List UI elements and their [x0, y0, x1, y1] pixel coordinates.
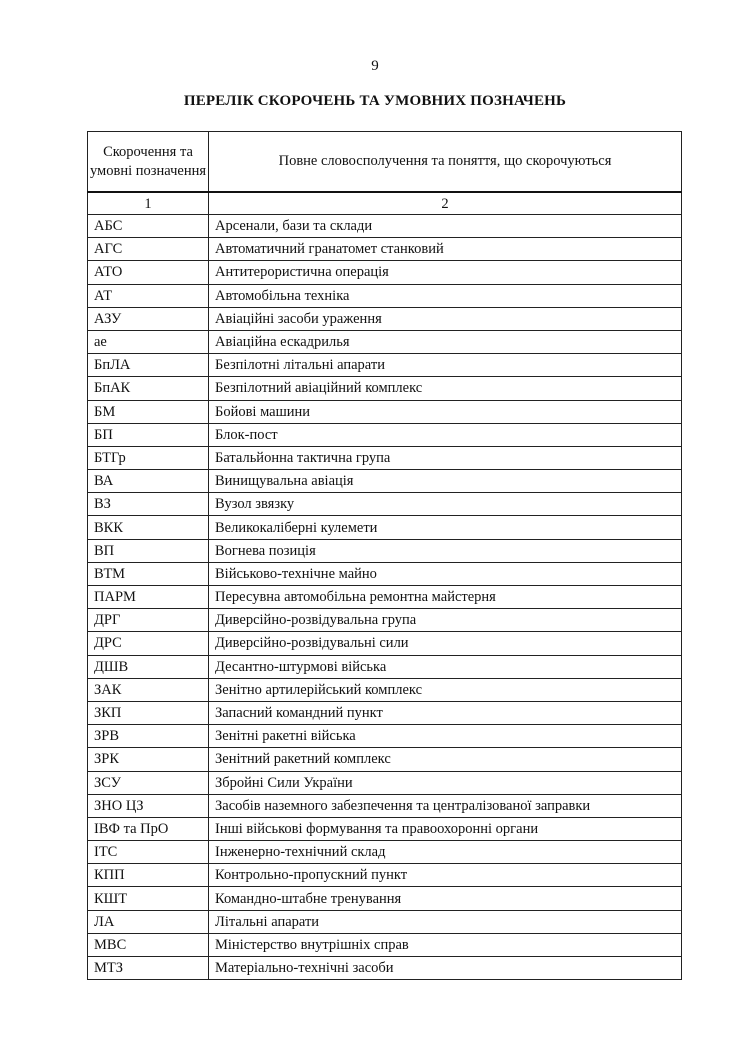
full-phrase-cell: Зенітний ракетний комплекс	[209, 748, 682, 771]
abbreviation-cell: ВТМ	[88, 562, 209, 585]
table-row	[88, 771, 682, 794]
table-row	[88, 539, 682, 562]
full-phrase-cell: Пересувна автомобільна ремонтна майстерня	[209, 586, 682, 609]
full-phrase-cell: Міністерство внутрішніх справ	[209, 933, 682, 956]
table-row	[88, 562, 682, 585]
full-phrase-cell: Зенітно артилерійський комплекс	[209, 678, 682, 701]
table-row	[88, 446, 682, 469]
table-row	[88, 748, 682, 771]
full-phrase-cell: Батальйонна тактична група	[209, 446, 682, 469]
table-row	[88, 632, 682, 655]
column-number-1: 1	[88, 192, 209, 215]
full-phrase-cell: Автомобільна техніка	[209, 284, 682, 307]
full-phrase-cell: Великокаліберні кулемети	[209, 516, 682, 539]
full-phrase-cell: Блок-пост	[209, 423, 682, 446]
table-header-row	[88, 132, 682, 193]
table-row	[88, 493, 682, 516]
abbreviation-cell: ДШВ	[88, 655, 209, 678]
abbreviation-cell: ДРГ	[88, 609, 209, 632]
abbreviations-table	[87, 131, 682, 980]
table-row	[88, 841, 682, 864]
table-row	[88, 261, 682, 284]
table-row	[88, 400, 682, 423]
abbreviation-cell: ЗНО ЦЗ	[88, 794, 209, 817]
abbreviation-cell: ЗРВ	[88, 725, 209, 748]
full-phrase-cell: Літальні апарати	[209, 910, 682, 933]
full-phrase-cell: Диверсійно-розвідувальна група	[209, 609, 682, 632]
table-row	[88, 794, 682, 817]
abbreviation-cell: ЗАК	[88, 678, 209, 701]
full-phrase-cell: Військово-технічне майно	[209, 562, 682, 585]
full-phrase-cell: Автоматичний гранатомет станковий	[209, 238, 682, 261]
abbreviation-cell: ВА	[88, 470, 209, 493]
abbreviation-cell: АТ	[88, 284, 209, 307]
table-row	[88, 725, 682, 748]
full-phrase-cell: Авіаційна ескадрилья	[209, 330, 682, 353]
abbreviation-cell: БпАК	[88, 377, 209, 400]
abbreviation-cell: ВП	[88, 539, 209, 562]
table-row	[88, 377, 682, 400]
full-phrase-cell: Збройні Сили України	[209, 771, 682, 794]
abbreviation-cell: ІТС	[88, 841, 209, 864]
table-row	[88, 701, 682, 724]
full-phrase-cell: Винищувальна авіація	[209, 470, 682, 493]
full-phrase-cell: Безпілотні літальні апарати	[209, 354, 682, 377]
abbreviation-cell: АБС	[88, 215, 209, 238]
abbreviation-cell: ЗРК	[88, 748, 209, 771]
abbreviation-cell: БТГр	[88, 446, 209, 469]
page-title: ПЕРЕЛІК СКОРОЧЕНЬ ТА УМОВНИХ ПОЗНАЧЕНЬ	[183, 93, 567, 109]
table-row	[88, 284, 682, 307]
table-row	[88, 423, 682, 446]
full-phrase-cell: Командно-штабне тренування	[209, 887, 682, 910]
table-row	[88, 330, 682, 353]
abbreviation-cell: ЛА	[88, 910, 209, 933]
full-phrase-cell: Зенітні ракетні війська	[209, 725, 682, 748]
table-row	[88, 678, 682, 701]
page-number: 9	[371, 58, 379, 74]
abbreviation-cell: АТО	[88, 261, 209, 284]
table-row	[88, 817, 682, 840]
full-phrase-cell: Вогнева позиція	[209, 539, 682, 562]
table-row	[88, 215, 682, 238]
full-phrase-cell: Інженерно-технічний склад	[209, 841, 682, 864]
table-row	[88, 957, 682, 980]
full-phrase-cell: Запасний командний пункт	[209, 701, 682, 724]
full-phrase-cell: Бойові машини	[209, 400, 682, 423]
abbreviation-cell: ае	[88, 330, 209, 353]
abbreviation-cell: БП	[88, 423, 209, 446]
table-row	[88, 887, 682, 910]
abbreviation-cell: МВС	[88, 933, 209, 956]
abbreviation-cell: БпЛА	[88, 354, 209, 377]
abbreviation-cell: ВКК	[88, 516, 209, 539]
abbreviation-cell: АГС	[88, 238, 209, 261]
abbreviation-cell: КПП	[88, 864, 209, 887]
full-phrase-cell: Інші військові формування та правоохоронні органи	[209, 817, 682, 840]
abbreviation-cell: ЗСУ	[88, 771, 209, 794]
table-row	[88, 910, 682, 933]
table-row	[88, 609, 682, 632]
full-phrase-cell: Диверсійно-розвідувальні сили	[209, 632, 682, 655]
abbreviation-cell: МТЗ	[88, 957, 209, 980]
full-phrase-cell: Безпілотний авіаційний комплекс	[209, 377, 682, 400]
table-row	[88, 933, 682, 956]
abbreviation-cell: КШТ	[88, 887, 209, 910]
abbreviations-table-container	[87, 131, 681, 980]
full-phrase-cell: Вузол звязку	[209, 493, 682, 516]
header-abbreviation: Скорочення та умовні позначення	[88, 132, 209, 193]
full-phrase-cell: Засобів наземного забезпечення та централізованої заправки	[209, 794, 682, 817]
full-phrase-cell: Контрольно-пропускний пункт	[209, 864, 682, 887]
table-row	[88, 516, 682, 539]
full-phrase-cell: Антитерористична операція	[209, 261, 682, 284]
abbreviation-cell: АЗУ	[88, 307, 209, 330]
abbreviation-cell: ІВФ та ПрО	[88, 817, 209, 840]
abbreviation-cell: БМ	[88, 400, 209, 423]
full-phrase-cell: Арсенали, бази та склади	[209, 215, 682, 238]
column-number-row	[88, 192, 682, 215]
table-row	[88, 864, 682, 887]
table-row	[88, 307, 682, 330]
full-phrase-cell: Матеріально-технічні засоби	[209, 957, 682, 980]
column-number-2: 2	[209, 192, 682, 215]
table-row	[88, 470, 682, 493]
abbreviation-cell: ПАРМ	[88, 586, 209, 609]
table-row	[88, 655, 682, 678]
abbreviation-cell: ВЗ	[88, 493, 209, 516]
table-row	[88, 238, 682, 261]
abbreviation-cell: ДРС	[88, 632, 209, 655]
full-phrase-cell: Авіаційні засоби ураження	[209, 307, 682, 330]
header-full-phrase: Повне словосполучення та поняття, що скорочуються	[209, 132, 682, 193]
table-row	[88, 354, 682, 377]
full-phrase-cell: Десантно-штурмові війська	[209, 655, 682, 678]
table-row	[88, 586, 682, 609]
abbreviation-cell: ЗКП	[88, 701, 209, 724]
